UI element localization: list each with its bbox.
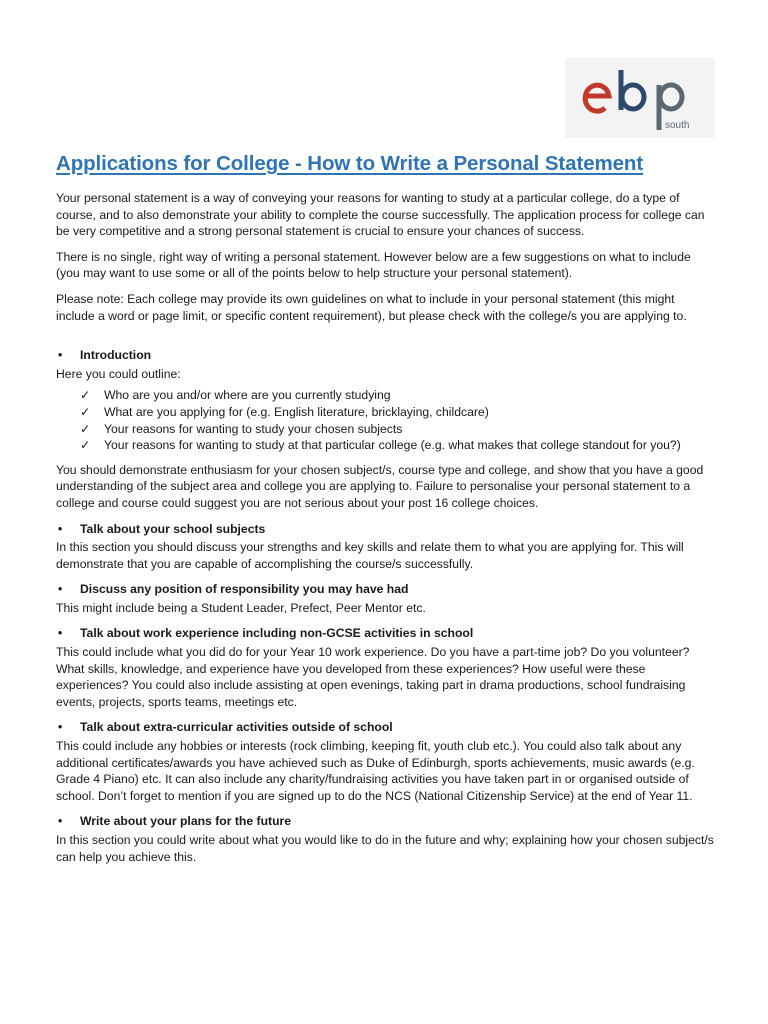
checklist-item-text: Your reasons for wanting to study your chosen subjects — [104, 421, 403, 436]
checklist-item — [56, 387, 716, 404]
section-heading-text: Talk about your school subjects — [80, 521, 266, 536]
ebp-logo-graphic — [565, 58, 715, 138]
checklist-item — [56, 421, 716, 438]
section-heading — [56, 347, 716, 364]
section-heading-text: Write about your plans for the future — [80, 814, 292, 829]
checklist-item-text: What are you applying for (e.g. English literature, bricklaying, childcare) — [104, 404, 489, 419]
intro-paragraph: Your personal statement is a way of conveying your reasons for wanting to study at a particular college, do a type of course, and to also demonstrate your ability to complete the course successfully. The application process for college can be very competitive and a strong personal statement is crucial to ensure your chances of success. — [56, 191, 705, 239]
bullet-icon: • — [58, 814, 63, 829]
page-title: Applications for College - How to Write a Personal Statement — [56, 152, 644, 175]
section-heading — [56, 521, 716, 538]
document-body — [56, 190, 716, 874]
logo-subtitle: south — [665, 120, 690, 131]
bullet-icon: • — [58, 582, 63, 597]
section-body: In this section you should discuss your strengths and key skills and relate them to what you are applying for. This will demonstrate that you are capable of accomplishing the course/s successfully. — [56, 540, 684, 571]
bullet-icon: • — [58, 521, 63, 536]
note-paragraph: Please note: Each college may provide its own guidelines on what to include in your personal statement (this might include a word or page limit, or specific content requirement), but please check with the college/s you are applying to. — [56, 291, 687, 323]
section-lead: Here you could outline: — [56, 366, 181, 381]
bullet-icon: • — [58, 720, 63, 735]
section-body: In this section you could write about what you would like to do in the future and why; explaining how your chosen subject/s can help you achieve this. — [56, 833, 714, 864]
checkmark-icon: ✓ — [80, 388, 91, 403]
bullet-icon: • — [58, 348, 63, 363]
bullet-icon: • — [58, 626, 63, 641]
section-heading-text: Discuss any position of responsibility you may have had — [80, 582, 409, 597]
checklist — [56, 387, 716, 453]
section-heading — [56, 581, 716, 598]
section-heading — [56, 625, 716, 642]
section-heading-text: Talk about work experience including non-GCSE activities in school — [80, 626, 474, 641]
section-heading — [56, 719, 716, 736]
checklist-item-text: Who are you and/or where are you currently studying — [104, 388, 391, 403]
checklist-item — [56, 437, 716, 454]
intro-paragraph: There is no single, right way of writing a personal statement. However below are a few suggestions on what to include (you may want to use some or all of the points below to help structure your personal statement). — [56, 249, 691, 281]
section-heading-text: Introduction — [80, 348, 152, 363]
ebp-south-logo — [565, 58, 715, 138]
section-heading — [56, 813, 716, 830]
checklist-item-text: Your reasons for wanting to study at that particular college (e.g. what makes that college standout for you?) — [104, 438, 681, 453]
section-heading-text: Talk about extra-curricular activities outside of school — [80, 720, 393, 735]
checkmark-icon: ✓ — [80, 421, 91, 436]
checkmark-icon: ✓ — [80, 404, 91, 419]
checklist-item — [56, 404, 716, 421]
section-body: This could include what you did do for your Year 10 work experience. Do you have a part-time job? Do you volunteer? What skills, knowledge, and experience have you developed from these experiences? How useful were these experiences? You could also include assisting at open evenings, taking part in drama productions, school fundraising events, projects, sports teams, meetings etc. — [56, 645, 690, 709]
section-body: You should demonstrate enthusiasm for your chosen subject/s, course type and college, and show that you have a good understanding of the subject area and college you are applying to. Failure to personalise your personal statement to a college and course could suggest you are not serious about your post 16 college choices. — [56, 462, 704, 510]
checkmark-icon: ✓ — [80, 438, 91, 453]
section-body: This might include being a Student Leader, Prefect, Peer Mentor etc. — [56, 600, 426, 615]
section-body: This could include any hobbies or interests (rock climbing, keeping fit, youth club etc.). You could also talk about any additional certificates/awards you have achieved such as Duke of Edinburgh, sports achievements, music awards (e.g. Grade 4 Piano) etc. It can also include any charity/fundraising activities you have taken part in or organised outside of school. Don’t forget to mention if you are signed up to do the NCS (National Citizenship Service) at the end of Year 11. — [56, 739, 695, 803]
